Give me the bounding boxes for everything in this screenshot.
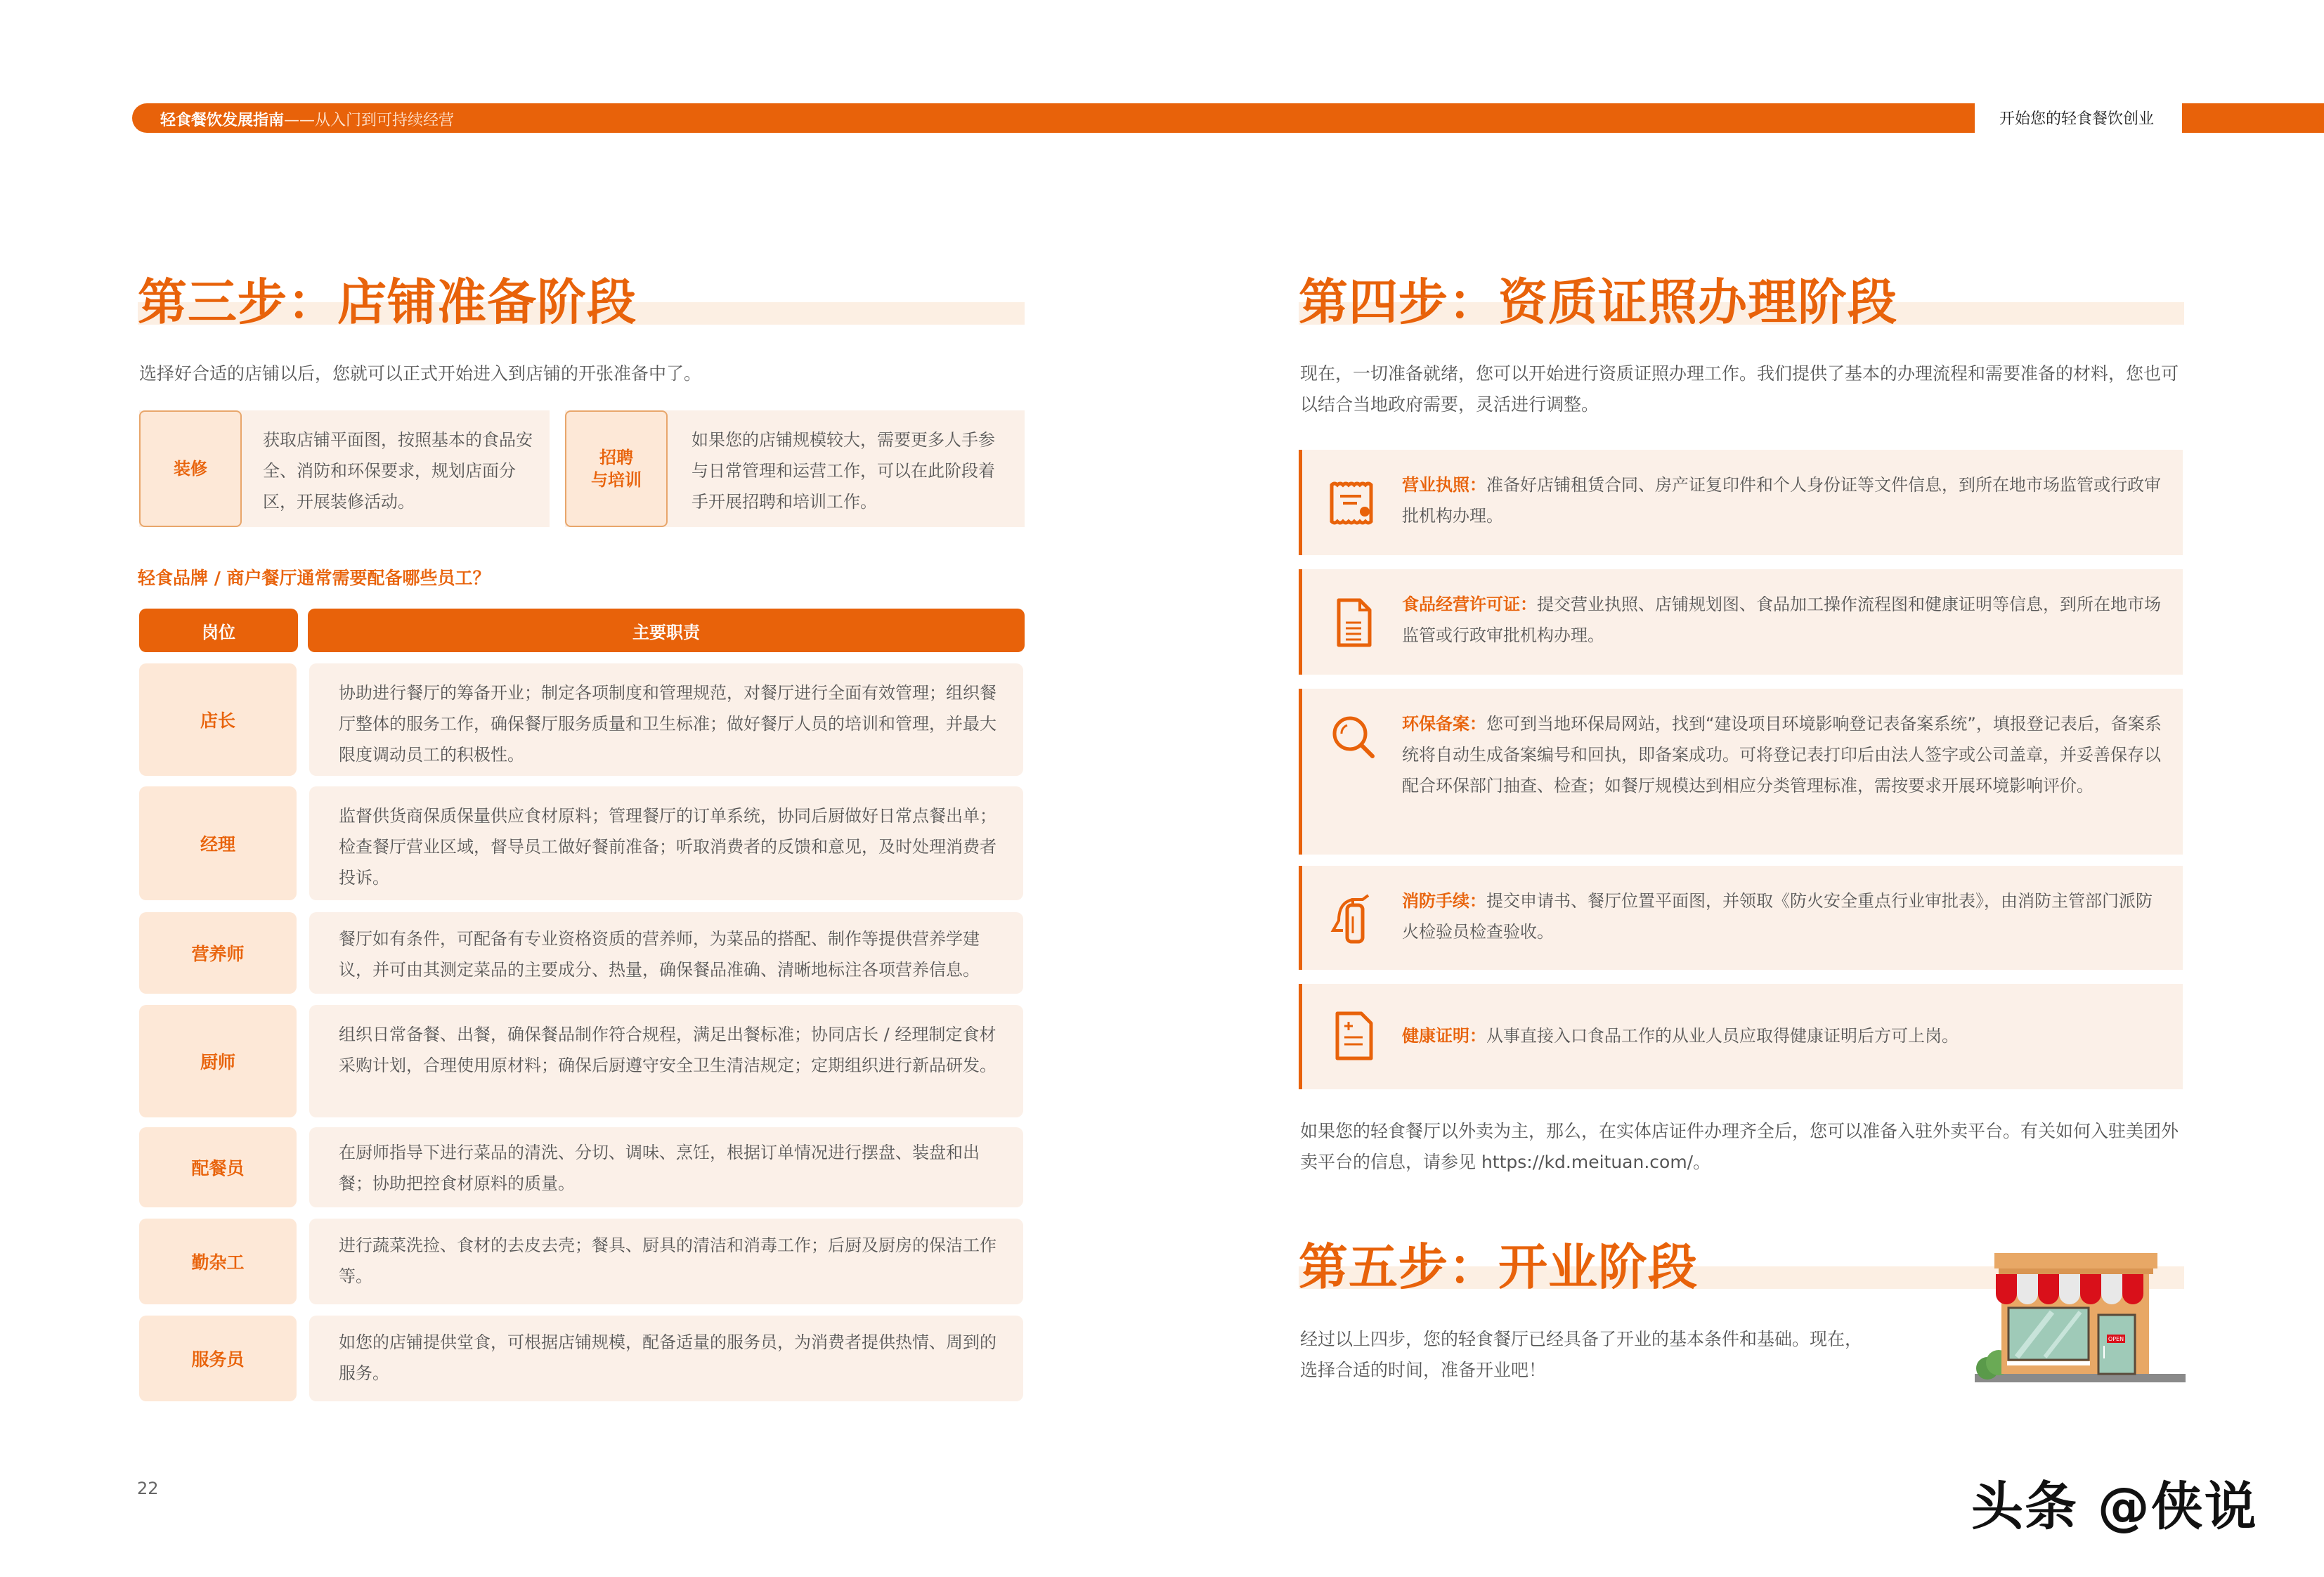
table-row-duty: 组织日常备餐、出餐，确保餐品制作符合规程，满足出餐标准；协同店长 / 经理制定食材采购计划，合理使用原材料；确保后厨遵守安全卫生清洁规定；定期组织进行新品研发。 <box>309 1005 1023 1117</box>
table-row-role: 经理 <box>139 786 297 900</box>
step3-intro: 选择好合适的店铺以后，您就可以正式开始进入到店铺的开张准备中了。 <box>139 363 702 384</box>
card-renovation <box>139 410 550 527</box>
storefront-illustration <box>1968 1247 2186 1388</box>
item-environmental-filing <box>1299 689 2183 855</box>
item-text: 营业执照：准备好店铺租赁合同、房产证复印件和个人身份证等文件信息，到所在地市场监管或行政审批机构办理。 <box>1402 475 2161 526</box>
item-text: 健康证明：从事直接入口食品工作的从业人员应取得健康证明后方可上岗。 <box>1402 1026 1959 1046</box>
certificate-icon <box>1326 475 1382 531</box>
header-bar-right <box>2182 103 2324 133</box>
card-text: 如果您的店铺规模较大，需要更多人手参与日常管理和运营工作，可以在此阶段着手开展招聘和培训工作。 <box>692 430 995 512</box>
table-row-role: 营养师 <box>139 912 297 994</box>
step4-title: 第四步：资质证照办理阶段 <box>1299 273 1897 331</box>
step5-text: 经过以上四步，您的轻食餐厅已经具备了开业的基本条件和基础。现在，选择合适的时间，准备开业吧！ <box>1300 1329 1863 1380</box>
table-row-duty: 在厨师指导下进行菜品的清洗、分切、调味、烹饪，根据订单情况进行摆盘、装盘和出餐；协助把控食材原料的质量。 <box>309 1127 1023 1207</box>
table-row-duty: 餐厅如有条件，可配备有专业资格资质的营养师，为菜品的搭配、制作等提供营养学建议，并可由其测定菜品的主要成分、热量，确保餐品准确、清晰地标注各项营养信息。 <box>309 912 1023 994</box>
watermark: 头条 @侠说 <box>1971 1477 2258 1537</box>
page-number: 22 <box>137 1479 159 1498</box>
table-row-duty: 协助进行餐厅的筹备开业；制定各项制度和管理规范，对餐厅进行全面有效管理；组织餐厅整体的服务工作，确保餐厅服务质量和卫生标准；做好餐厅人员的培训和管理，并最大限度调动员工的积极性。 <box>309 663 1023 776</box>
staff-question: 轻食品牌 / 商户餐厅通常需要配备哪些员工？ <box>138 568 491 588</box>
fire-extinguisher-icon <box>1326 890 1382 946</box>
card-text: 获取店铺平面图，按照基本的食品安全、消防和环保要求，规划店面分区，开展装修活动。 <box>263 430 533 512</box>
table-row-role: 店长 <box>139 663 297 776</box>
table-header-duty: 主要职责 <box>308 609 1025 652</box>
item-business-license <box>1299 450 2183 555</box>
document-icon <box>1326 595 1382 651</box>
section-title: 开始您的轻食餐饮创业 <box>1999 110 2155 128</box>
guide-title: 轻食餐饮发展指南——从入门到可持续经营 <box>160 112 455 129</box>
table-row-role: 配餐员 <box>139 1127 297 1207</box>
svg-text:OPEN: OPEN <box>2108 1336 2124 1342</box>
search-icon <box>1326 710 1382 766</box>
step4-intro: 现在，一切准备就绪，您可以开始进行资质证照办理工作。我们提供了基本的办理流程和需要准备的材料，您也可以结合当地政府需要，灵活进行调整。 <box>1300 363 2179 415</box>
health-certificate-icon <box>1326 1008 1382 1064</box>
header-bar <box>132 103 1975 133</box>
card-tag: 装修 <box>139 410 242 527</box>
card-tag: 招聘 与培训 <box>565 410 668 527</box>
item-health-certificate <box>1299 984 2183 1089</box>
table-row-duty: 监督供货商保质保量供应食材原料；管理餐厅的订单系统，协同后厨做好日常点餐出单；检查餐厅营业区域，督导员工做好餐前准备；听取消费者的反馈和意见，及时处理消费者投诉。 <box>309 786 1023 900</box>
item-food-permit <box>1299 569 2183 675</box>
table-row-duty: 如您的店铺提供堂食，可根据店铺规模，配备适量的服务员，为消费者提供热情、周到的服务。 <box>309 1316 1023 1401</box>
table-row-role: 厨师 <box>139 1005 297 1117</box>
table-row-role: 勤杂工 <box>139 1219 297 1304</box>
table-row-role: 服务员 <box>139 1316 297 1401</box>
table-row-duty: 进行蔬菜洗捡、食材的去皮去壳；餐具、厨具的清洁和消毒工作；后厨及厨房的保洁工作等。 <box>309 1219 1023 1304</box>
step3-title: 第三步：店铺准备阶段 <box>138 273 637 331</box>
table-header-role: 岗位 <box>139 609 298 652</box>
card-recruitment <box>565 410 1025 527</box>
item-text: 环保备案：您可到当地环保局网站，找到“建设项目环境影响登记表备案系统”，填报登记表后，备案系统将自动生成备案编号和回执，即备案成功。可将登记表打印后由法人签字或公司盖章，并妥善保存以配合环保部门抽查、检查；如餐厅规模达到相应分类管理标准，需按要求开展环境影响评价。 <box>1402 714 2162 796</box>
step5-title: 第五步：开业阶段 <box>1299 1238 1698 1296</box>
delivery-note: 如果您的轻食餐厅以外卖为主，那么，在实体店证件办理齐全后，您可以准备入驻外卖平台。有关如何入驻美团外卖平台的信息，请参见 https://kd.meituan.com/。 <box>1300 1121 2179 1172</box>
item-text: 消防手续：提交申请书、餐厅位置平面图，并领取《防火安全重点行业审批表》，由消防主管部门派防火检验员检查验收。 <box>1402 891 2153 942</box>
item-fire-safety <box>1299 866 2183 970</box>
item-text: 食品经营许可证：提交营业执照、店铺规划图、食品加工操作流程图和健康证明等信息，到所在地市场监管或行政审批机构办理。 <box>1402 595 2161 645</box>
